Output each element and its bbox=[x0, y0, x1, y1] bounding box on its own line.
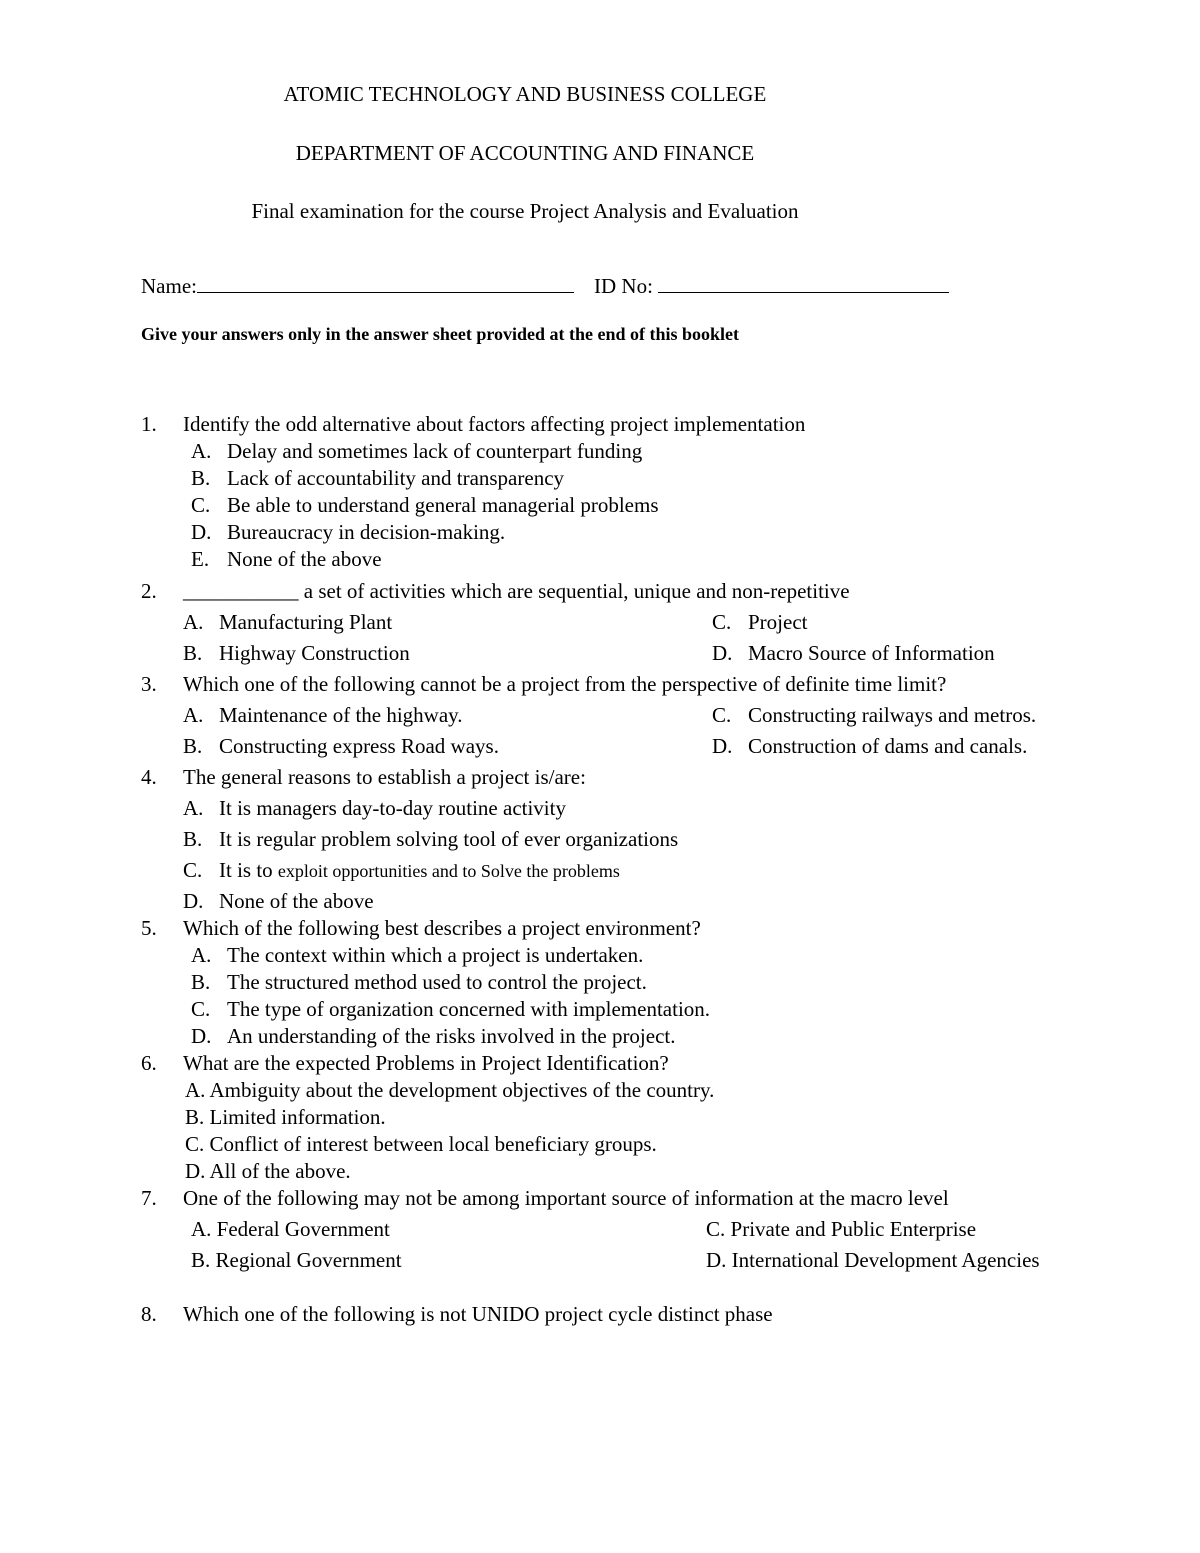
option[interactable]: C. Conflict of interest between local beneficiary groups. bbox=[185, 1132, 657, 1156]
option[interactable]: D. Bureaucracy in decision-making. bbox=[191, 520, 506, 544]
instruction: Give your answers only in the answer sheet provided at the end of this booklet bbox=[141, 324, 740, 344]
option[interactable]: B. Constructing express Road ways. bbox=[183, 734, 499, 758]
option[interactable]: C. Constructing railways and metros. bbox=[712, 703, 1037, 727]
option[interactable]: D. An understanding of the risks involved in the project. bbox=[191, 1024, 676, 1048]
exam-title: Final examination for the course Project Analysis and Evaluation bbox=[251, 199, 799, 223]
question-text: Which of the following best describes a project environment? bbox=[183, 916, 701, 940]
option[interactable]: C. Project bbox=[712, 610, 808, 634]
question-number: 5. bbox=[141, 916, 157, 940]
id-blank-line[interactable] bbox=[658, 292, 949, 293]
option[interactable]: D. None of the above bbox=[183, 889, 374, 913]
option[interactable]: C. It is to exploit opportunities and to Solve the problems bbox=[183, 858, 620, 882]
question-number: 6. bbox=[141, 1051, 157, 1075]
question-number: 3. bbox=[141, 672, 157, 696]
option[interactable]: B. Highway Construction bbox=[183, 641, 410, 665]
question-text: Which one of the following cannot be a project from the perspective of definite time limit? bbox=[183, 672, 947, 696]
option[interactable]: D. All of the above. bbox=[185, 1159, 351, 1183]
option[interactable]: D. International Development Agencies bbox=[706, 1248, 1040, 1272]
option[interactable]: D. Construction of dams and canals. bbox=[712, 734, 1028, 758]
question-number: 1. bbox=[141, 412, 157, 436]
question-text: ___________ a set of activities which are sequential, unique and non-repetitive bbox=[183, 579, 850, 603]
option[interactable]: A. It is managers day-to-day routine activity bbox=[183, 796, 566, 820]
college-name: ATOMIC TECHNOLOGY AND BUSINESS COLLEGE bbox=[283, 82, 767, 106]
option[interactable]: A. Federal Government bbox=[191, 1217, 390, 1241]
question-text: The general reasons to establish a project is/are: bbox=[183, 765, 586, 789]
option[interactable]: A. Maintenance of the highway. bbox=[183, 703, 463, 727]
name-label: Name: bbox=[141, 274, 197, 298]
question-number: 2. bbox=[141, 579, 157, 603]
name-blank-line[interactable] bbox=[197, 292, 574, 293]
option[interactable]: D. Macro Source of Information bbox=[712, 641, 995, 665]
question-text: Which one of the following is not UNIDO project cycle distinct phase bbox=[183, 1302, 773, 1326]
option[interactable]: B. It is regular problem solving tool of ever organizations bbox=[183, 827, 679, 851]
option[interactable]: C. Be able to understand general managerial problems bbox=[191, 493, 659, 517]
question-text: One of the following may not be among important source of information at the macro level bbox=[183, 1186, 949, 1210]
question-number: 7. bbox=[141, 1186, 157, 1210]
option[interactable]: A. Ambiguity about the development objectives of the country. bbox=[185, 1078, 715, 1102]
option[interactable]: A. Manufacturing Plant bbox=[183, 610, 393, 634]
option[interactable]: C. Private and Public Enterprise bbox=[706, 1217, 977, 1241]
option[interactable]: E. None of the above bbox=[191, 547, 382, 571]
option[interactable]: C. The type of organization concerned with implementation. bbox=[191, 997, 711, 1021]
option[interactable]: B. The structured method used to control the project. bbox=[191, 970, 647, 994]
id-field[interactable] bbox=[594, 276, 949, 297]
option[interactable]: A. The context within which a project is undertaken. bbox=[191, 943, 644, 967]
department-name: DEPARTMENT OF ACCOUNTING AND FINANCE bbox=[295, 141, 755, 165]
question-number: 8. bbox=[141, 1302, 157, 1326]
option[interactable]: B. Limited information. bbox=[185, 1105, 386, 1129]
name-field[interactable] bbox=[141, 276, 574, 297]
question-text: Identify the odd alternative about factors affecting project implementation bbox=[183, 412, 806, 436]
option[interactable]: A. Delay and sometimes lack of counterpart funding bbox=[191, 439, 643, 463]
answer-blank[interactable]: ___________ bbox=[183, 579, 299, 603]
id-label: ID No: bbox=[594, 274, 653, 298]
question-number: 4. bbox=[141, 765, 157, 789]
option[interactable]: B. Lack of accountability and transparency bbox=[191, 466, 565, 490]
option[interactable]: B. Regional Government bbox=[191, 1248, 402, 1272]
question-text: What are the expected Problems in Project Identification? bbox=[183, 1051, 669, 1075]
